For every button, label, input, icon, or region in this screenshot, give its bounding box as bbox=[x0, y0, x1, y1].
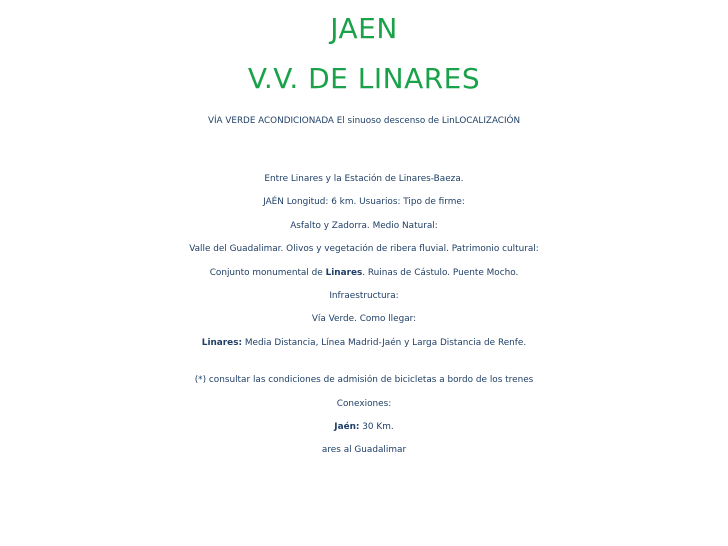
connection-distance: 30 Km. bbox=[359, 422, 394, 433]
subtitle: VÍA VERDE ACONDICIONADA El sinuoso descenso de LinLOCALIZACIÓN bbox=[207, 116, 521, 126]
surface-line: Asfalto y Zadorra. Medio Natural: bbox=[290, 220, 438, 231]
connection-city: Jaén: bbox=[334, 422, 360, 433]
title-line-jaen: JAEN bbox=[330, 12, 398, 45]
transport-city: Linares: bbox=[201, 337, 243, 348]
access-label: Vía Verde. Como llegar: bbox=[311, 314, 417, 325]
length-users-line: JAÉN Longitud: 6 km. Usuarios: Tipo de firme: bbox=[263, 197, 465, 208]
connection-jaen bbox=[0, 416, 728, 439]
cultural-heritage-line bbox=[0, 262, 728, 285]
heritage-text-bold: Linares bbox=[325, 267, 363, 278]
spacer bbox=[0, 355, 728, 369]
location-line: Entre Linares y la Estación de Linares-Baeza. bbox=[264, 174, 464, 184]
infrastructure-label: Infraestructura: bbox=[329, 291, 399, 302]
trailing-fragment: ares al Guadalimar bbox=[321, 445, 407, 456]
natural-environment-line: Valle del Guadalimar. Olivos y vegetación de ribera fluvial. Patrimonio cultural: bbox=[189, 244, 539, 255]
bicycle-note: (*) consultar las condiciones de admisión de bicicletas a bordo de los trenes bbox=[194, 375, 534, 386]
description-body bbox=[0, 168, 728, 463]
connections-label: Conexiones: bbox=[336, 398, 392, 409]
title-line-vv-linares: V.V. DE LINARES bbox=[247, 62, 481, 95]
transport-details: Media Distancia, Línea Madrid-Jaén y Larga Distancia de Renfe. bbox=[242, 337, 527, 348]
heritage-text-post: . Ruinas de Cástulo. Puente Mocho. bbox=[362, 267, 519, 278]
transport-line bbox=[0, 332, 728, 355]
heritage-text-pre: Conjunto monumental de bbox=[209, 267, 326, 278]
